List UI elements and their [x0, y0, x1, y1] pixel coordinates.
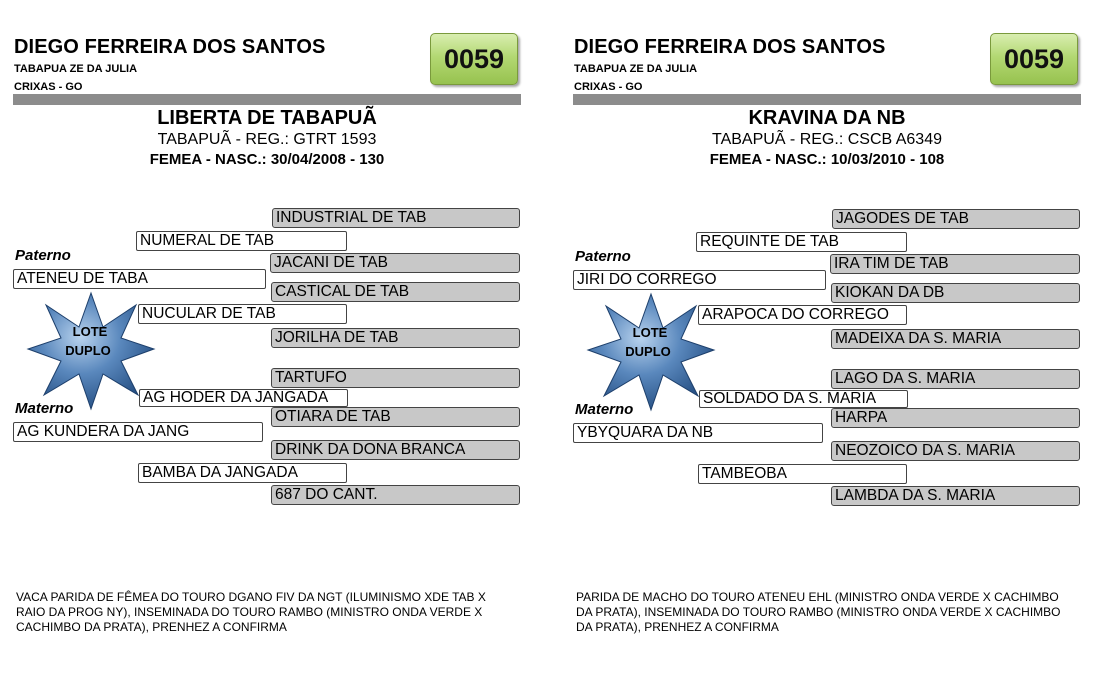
paternal-granddam-box: ARAPOCA DO CORREGO: [698, 305, 907, 325]
great-grandparent-box: 687 DO CANT.: [271, 485, 520, 505]
great-grandparent-box: LAMBDA DA S. MARIA: [831, 486, 1080, 506]
sire-box: JIRI DO CORREGO: [573, 270, 826, 290]
great-grandparent-box: INDUSTRIAL DE TAB: [272, 208, 520, 228]
registration-line: TABAPUÃ - REG.: GTRT 1593: [157, 131, 377, 148]
starburst-badge-icon: [586, 292, 716, 412]
great-grandparent-box: LAGO DA S. MARIA: [831, 369, 1080, 389]
maternal-granddam-box: TAMBEOBA: [698, 464, 907, 484]
city-name: CRIXAS - GO: [574, 81, 643, 93]
badge-text-line2: DUPLO: [625, 344, 671, 359]
city-name: CRIXAS - GO: [14, 81, 83, 93]
great-grandparent-box: JACANI DE TAB: [270, 253, 520, 273]
maternal-grandsire-box: SOLDADO DA S. MARIA: [699, 390, 908, 408]
paternal-label: Paterno: [575, 248, 631, 265]
animal-name: LIBERTA DE TABAPUÃ: [157, 107, 377, 129]
animal-name: KRAVINA DA NB: [748, 107, 906, 129]
maternal-label: Materno: [15, 400, 74, 417]
animal-card: [560, 0, 1080, 691]
paternal-grandsire-box: REQUINTE DE TAB: [696, 232, 907, 252]
observation-note: PARIDA DE MACHO DO TOURO ATENEU EHL (MINISTRO ONDA VERDE X CACHIMBO DA PRATA), INSEMINADA DO TOURO RAMBO (MINISTRO ONDA VERDE X CACHIMBO DA PRATA), PRENHEZ A CONFIRMA: [576, 590, 1061, 634]
badge-text-line2: DUPLO: [65, 343, 111, 358]
farm-name: TABAPUA ZE DA JULIA: [14, 63, 138, 75]
lot-number-badge: 0059: [430, 33, 518, 85]
farm-name: TABAPUA ZE DA JULIA: [574, 63, 698, 75]
paternal-label: Paterno: [15, 247, 71, 264]
owner-name: DIEGO FERREIRA DOS SANTOS: [14, 36, 326, 58]
great-grandparent-box: DRINK DA DONA BRANCA: [271, 440, 520, 460]
maternal-granddam-box: BAMBA DA JANGADA: [138, 463, 347, 483]
header-divider: [13, 94, 521, 105]
dam-box: YBYQUARA DA NB: [573, 423, 823, 443]
lot-number-badge: 0059: [990, 33, 1078, 85]
maternal-label: Materno: [575, 401, 634, 418]
great-grandparent-box: TARTUFO: [271, 368, 520, 388]
great-grandparent-box: HARPA: [831, 408, 1080, 428]
birth-line: FEMEA - NASC.: 10/03/2010 - 108: [709, 151, 945, 168]
great-grandparent-box: MADEIXA DA S. MARIA: [831, 329, 1080, 349]
great-grandparent-box: JAGODES DE TAB: [832, 209, 1080, 229]
great-grandparent-box: NEOZOICO DA S. MARIA: [831, 441, 1080, 461]
header-divider: [573, 94, 1081, 105]
great-grandparent-box: CASTICAL DE TAB: [271, 282, 520, 302]
birth-line: FEMEA - NASC.: 30/04/2008 - 130: [149, 151, 385, 168]
great-grandparent-box: OTIARA DE TAB: [271, 407, 520, 427]
starburst-badge-icon: [26, 291, 156, 411]
owner-name: DIEGO FERREIRA DOS SANTOS: [574, 36, 886, 58]
paternal-granddam-box: NUCULAR DE TAB: [138, 304, 347, 324]
paternal-grandsire-box: NUMERAL DE TAB: [136, 231, 347, 251]
dam-box: AG KUNDERA DA JANG: [13, 422, 263, 442]
great-grandparent-box: JORILHA DE TAB: [271, 328, 520, 348]
observation-note: VACA PARIDA DE FÊMEA DO TOURO DGANO FIV DA NGT (ILUMINISMO XDE TAB X RAIO DA PROG NY), INSEMINADA DO TOURO RAMBO (MINISTRO ONDA VERDE X CACHIMBO DA PRATA), PRENHEZ A CONFIRMA: [16, 590, 486, 634]
great-grandparent-box: KIOKAN DA DB: [831, 283, 1080, 303]
great-grandparent-box: IRA TIM DE TAB: [830, 254, 1080, 274]
animal-card: [0, 0, 520, 691]
registration-line: TABAPUÃ - REG.: CSCB A6349: [711, 131, 942, 148]
maternal-grandsire-box: AG HODER DA JANGADA: [139, 389, 348, 407]
badge-text-line1: LOTE: [632, 325, 668, 340]
badge-text-line1: LOTE: [72, 324, 108, 339]
sire-box: ATENEU DE TABA: [13, 269, 266, 289]
